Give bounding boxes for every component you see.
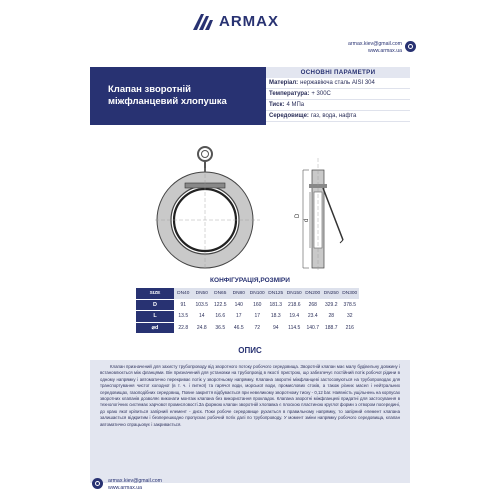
value-cell: 114.5 [288, 324, 301, 331]
value-cell: 91 [180, 301, 187, 308]
param-value: + 300С [311, 91, 331, 97]
size-cell: DN40 [174, 288, 193, 299]
armax-logo [193, 13, 279, 30]
row-label: D [136, 299, 174, 311]
dimension-label-d-inner: d [304, 218, 310, 222]
value-cell: 268 [308, 301, 317, 308]
product-title-line2: міжфланцевий хлопушка [108, 96, 227, 107]
size-cell: DN50 [193, 288, 212, 299]
value-cell: 122.5 [213, 301, 227, 308]
param-label: Матеріал: [269, 80, 299, 86]
globe-icon [405, 41, 416, 52]
valve-front-view-drawing [155, 140, 260, 270]
param-material [266, 78, 410, 89]
param-label: Середовище: [269, 113, 309, 119]
product-title [90, 67, 266, 125]
product-title-line1: Клапан зворотній [108, 84, 191, 95]
value-cell: 22.8 [178, 324, 189, 331]
value-cell: 140 [234, 301, 243, 308]
row-label: ⌀d [136, 322, 174, 334]
value-cell: 23.4 [307, 313, 318, 320]
email-link[interactable]: armax.kiev@gmail.com [108, 478, 162, 484]
value-cell: 32 [346, 313, 353, 320]
table-row-inner-d [136, 322, 359, 334]
row-label: L [136, 311, 174, 323]
value-cell: 94 [272, 324, 279, 331]
value-cell: 17 [254, 313, 261, 320]
mail-icon [92, 478, 103, 489]
configuration-table [136, 288, 359, 334]
value-cell: 329.2 [324, 301, 338, 308]
size-header-cell: SIZE [136, 288, 174, 299]
top-contacts [348, 41, 402, 55]
dimension-label-d-outer: D [295, 213, 301, 218]
website-link[interactable]: www.armax.ua [108, 485, 143, 491]
parameters-header: ОСНОВНІ ПАРАМЕТРИ [266, 67, 410, 78]
email-link[interactable]: armax.kiev@gmail.com [348, 41, 402, 47]
table-row-d [136, 299, 359, 311]
param-temperature [266, 89, 410, 100]
value-cell: 19.4 [289, 313, 300, 320]
size-cell: DN125 [267, 288, 286, 299]
website-link[interactable]: www.armax.ua [367, 48, 402, 54]
size-cell: DN80 [230, 288, 249, 299]
description-title: ОПИС [238, 346, 262, 355]
param-value: 4 МПа [286, 102, 305, 108]
size-cell: DN250 [322, 288, 341, 299]
value-cell: 17 [235, 313, 242, 320]
value-cell: 16.6 [215, 313, 226, 320]
param-label: Температура: [269, 91, 310, 97]
bottom-contacts [108, 478, 162, 492]
brand-name: ARMAX [219, 13, 279, 30]
value-cell: 14 [198, 313, 205, 320]
value-cell: 218.6 [287, 301, 301, 308]
param-value: газ, вода, нафта [310, 113, 357, 119]
value-cell: 188.7 [324, 324, 338, 331]
value-cell: 13.5 [178, 313, 189, 320]
value-cell: 28 [328, 313, 335, 320]
value-cell: 378.5 [343, 301, 356, 308]
configuration-title: КОНФІГУРАЦІЯ,РОЗМІРИ [210, 277, 290, 284]
size-cell: DN150 [285, 288, 304, 299]
param-label: Тиск: [269, 102, 285, 108]
value-cell: 72 [254, 324, 261, 331]
value-cell: 140.7 [306, 324, 319, 331]
wing-logo-icon [193, 14, 215, 30]
value-cell: 46.5 [233, 324, 244, 331]
value-cell: 36.5 [215, 324, 226, 331]
value-cell: 18.3 [270, 313, 281, 320]
size-cell: DN300 [341, 288, 360, 299]
size-cell: DN65 [211, 288, 230, 299]
table-row-l [136, 311, 359, 323]
size-cell: DN200 [304, 288, 323, 299]
param-value: нержавіюча сталь AISI 304 [300, 80, 375, 86]
valve-side-view-drawing [285, 140, 355, 270]
table-header-row [136, 288, 359, 299]
value-cell: 24.8 [196, 324, 207, 331]
size-cell: DN100 [248, 288, 267, 299]
value-cell: 216 [345, 324, 354, 331]
value-cell: 103.5 [195, 301, 208, 308]
param-pressure [266, 100, 410, 111]
value-cell: 160 [253, 301, 262, 308]
value-cell: 181.3 [269, 301, 282, 308]
description-text: Клапан призначений для захисту трубопроводу від зворотного потоку робочого середовища. Зворотній клапан має малу будівельну довжину і встановлюється між фланцями. Він призначений для установки на трубопровід в якості пристрою, що забезпечує постійний потік робочої рідини в одному напрямку і автоматично перекриває потік у зворотньому напрямку. Клапана зворотні міжфланцеві застосовуються на трубопроводах для транспортування чистої холодної (в т. ч. і питної) та гарячої води, морської води, промислових стоків, а також різних масел і нейтральних середовищах, газоподібних середовищ. Повне закриття відбувається при невеликому зворотному тиску - 0,12 bar. Наявність ущільнень на корпусах зворотних клапанів дозволяє виконати монтаж клапана без використання прокладок. Клапана зворотні міжфланцеві придатні для застосування в технологічних системах харчової промисловості.За формою клапан зворотній хлопавка є плоскою пластиною круглої форми з отвором посередині, до краю якої кріпиться запірний елемент - диск. Поки робоче середовище рухається в правильному напрямку, то запірний елемент клапана залишається відкритим і безперешкодно пропускає робочий потік далі по трубопроводу. У момент зміни напрямку робочого середовища, клапан автоматично спрацьовує і закривається. [90, 360, 410, 483]
param-medium [266, 111, 410, 122]
